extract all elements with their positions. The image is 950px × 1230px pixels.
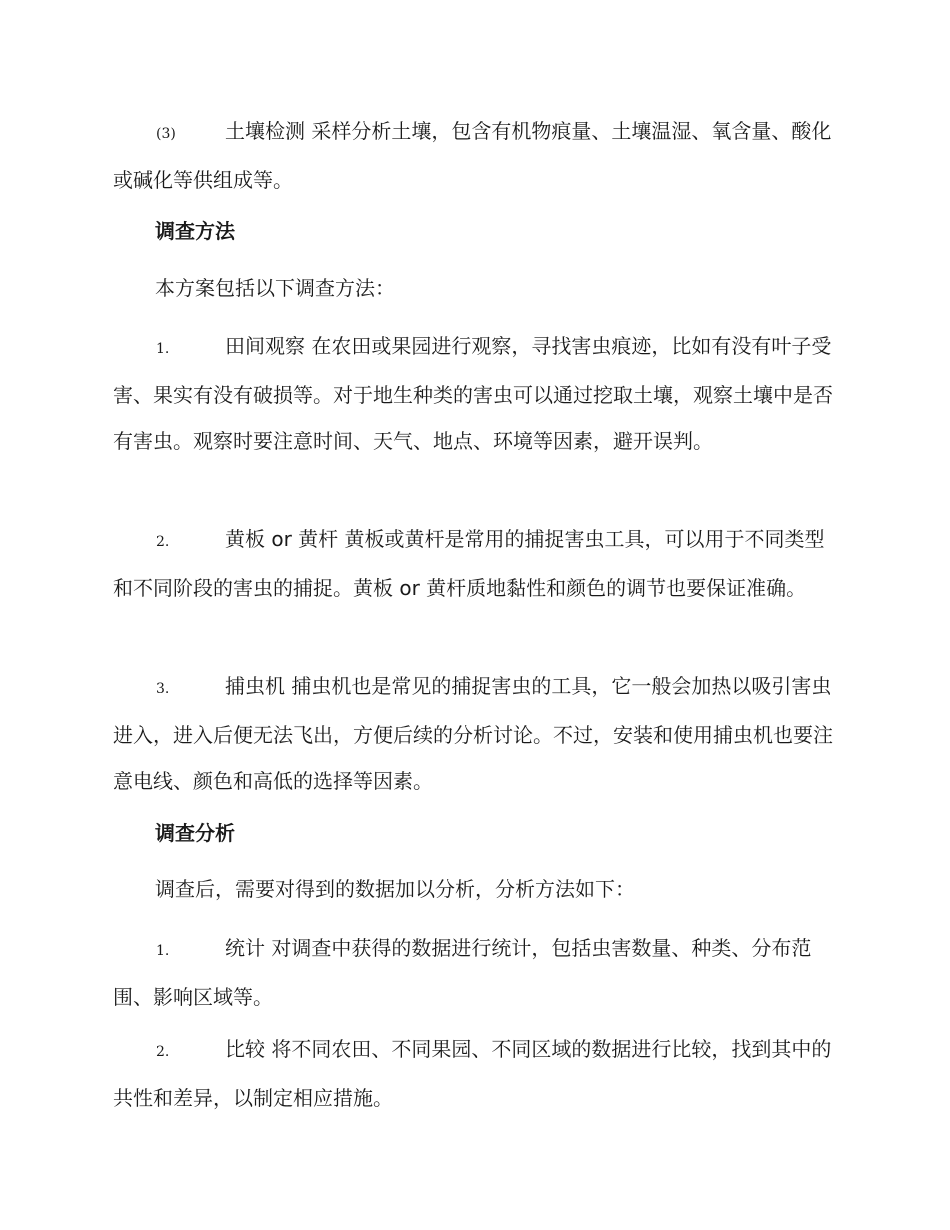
list-item bbox=[113, 323, 839, 464]
list-item bbox=[113, 1026, 839, 1121]
item-text: 黄板 or 黄杆 黄板或黄杆是常用的捕捉害虫工具，可以用于不同类型和不同阶段的害虫的捕捉。黄板 or 黄杆质地黏性和颜色的调节也要保证准确。 bbox=[113, 527, 825, 600]
soil-test-item bbox=[113, 108, 839, 203]
section-heading-methods: 调查方法 bbox=[155, 219, 235, 243]
item-number: 1. bbox=[156, 341, 170, 357]
section-heading-analysis: 调查分析 bbox=[155, 821, 235, 845]
list-item bbox=[113, 925, 839, 1020]
item-text: 田间观察 在农田或果园进行观察，寻找害虫痕迹，比如有没有叶子受害、果实有没有破损等。对于地生种类的害虫可以通过挖取土壤，观察土壤中是否有害虫。观察时要注意时间、天气、地点、环境等因素，避开误判。 bbox=[113, 334, 833, 453]
item-text: 捕虫机 捕虫机也是常见的捕捉害虫的工具，它一般会加热以吸引害虫进入，进入后便无法飞出，方便后续的分析讨论。不过，安装和使用捕虫机也要注意电线、颜色和高低的选择等因素。 bbox=[113, 674, 833, 793]
item-text: 比较 将不同农田、不同果园、不同区域的数据进行比较，找到其中的共性和差异，以制定相应措施。 bbox=[113, 1037, 832, 1110]
item-number: (3) bbox=[156, 126, 176, 142]
list-item bbox=[113, 663, 839, 804]
methods-intro: 本方案包括以下调查方法： bbox=[155, 276, 395, 300]
list-item bbox=[113, 516, 839, 611]
item-number: 2. bbox=[156, 1044, 170, 1060]
item-text: 统计 对调查中获得的数据进行统计，包括虫害数量、种类、分布范围、影响区域等。 bbox=[113, 936, 812, 1009]
item-number: 3. bbox=[156, 681, 170, 697]
analysis-intro: 调查后，需要对得到的数据加以分析，分析方法如下： bbox=[155, 877, 635, 901]
item-number: 1. bbox=[156, 943, 170, 959]
item-text: 土壤检测 采样分析土壤，包含有机物痕量、土壤温湿、氧含量、酸化或碱化等供组成等。 bbox=[113, 119, 832, 192]
item-number: 2. bbox=[156, 534, 170, 550]
